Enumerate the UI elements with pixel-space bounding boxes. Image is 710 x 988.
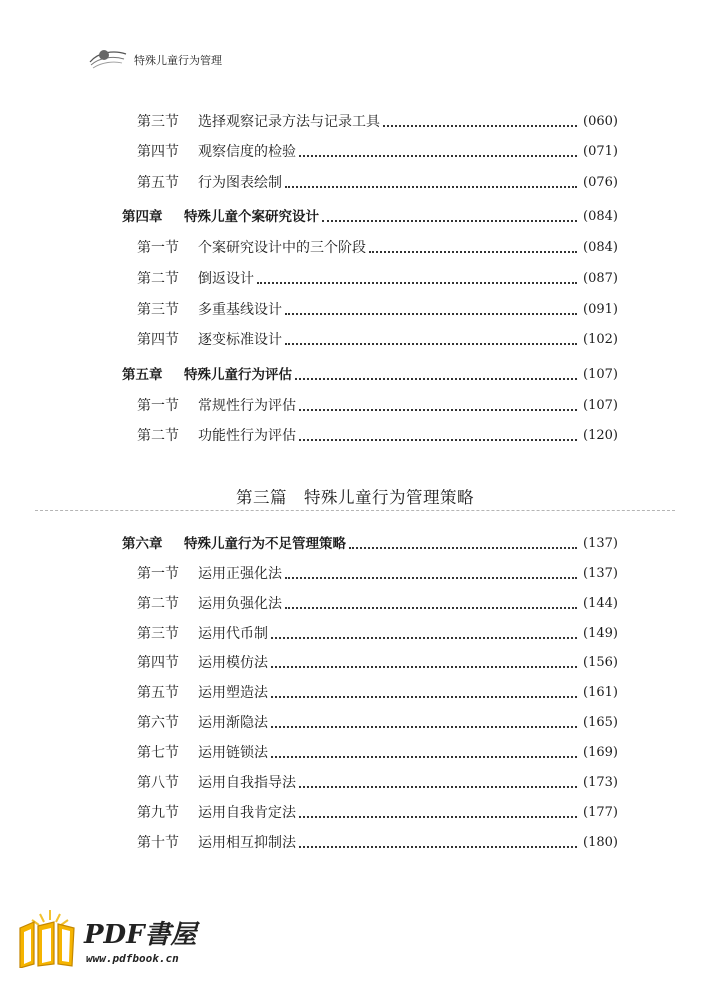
toc-entry-page: (177) <box>583 805 618 820</box>
toc-section-entry[interactable] <box>0 299 710 321</box>
toc-entry-page: (165) <box>583 715 618 730</box>
toc-entry-number: 第八节 <box>137 775 179 791</box>
toc-entry-number: 第九节 <box>137 805 179 821</box>
toc-entry-title: 个案研究设计中的三个阶段 <box>198 240 366 256</box>
toc-section-entry[interactable] <box>0 172 710 194</box>
toc-entry-number: 第七节 <box>137 745 179 761</box>
toc-section-entry[interactable] <box>0 395 710 417</box>
toc-entry-number: 第四节 <box>137 655 179 671</box>
toc-dot-leader <box>299 408 577 411</box>
toc-entry-title: 运用渐隐法 <box>198 715 268 731</box>
toc-entry-number: 第四节 <box>137 332 179 348</box>
toc-dot-leader <box>299 438 577 441</box>
running-header-title: 特殊儿童行为管理 <box>134 54 222 67</box>
toc-chapter-entry[interactable] <box>0 533 710 555</box>
toc-dot-leader <box>257 281 577 284</box>
toc-entry-page: (137) <box>583 536 618 551</box>
toc-dot-leader <box>271 755 577 758</box>
toc-dot-leader <box>383 124 577 127</box>
toc-dot-leader <box>322 219 577 222</box>
toc-entry-page: (091) <box>583 302 618 317</box>
toc-entry-title: 观察信度的检验 <box>198 144 296 160</box>
toc-entry-page: (084) <box>583 240 618 255</box>
toc-dot-leader <box>285 576 577 579</box>
toc-entry-page: (087) <box>583 271 618 286</box>
books-icon <box>14 908 80 968</box>
toc-entry-title: 特殊儿童行为不足管理策略 <box>184 536 346 552</box>
toc-entry-page: (173) <box>583 775 618 790</box>
toc-entry-title: 运用代币制 <box>198 626 268 642</box>
toc-section-entry[interactable] <box>0 563 710 585</box>
toc-entry-title: 运用塑造法 <box>198 685 268 701</box>
toc-entry-page: (180) <box>583 835 618 850</box>
toc-entry-title: 常规性行为评估 <box>198 398 296 414</box>
toc-section-entry[interactable] <box>0 682 710 704</box>
toc-section-entry[interactable] <box>0 742 710 764</box>
toc-dot-leader <box>285 606 577 609</box>
toc-dot-leader <box>349 546 577 549</box>
toc-section-entry[interactable] <box>0 111 710 133</box>
toc-dot-leader <box>271 725 577 728</box>
toc-entry-number: 第四节 <box>137 144 179 160</box>
watermark-logo <box>14 908 197 974</box>
toc-dot-leader <box>285 342 577 345</box>
toc-entry-title: 倒返设计 <box>198 271 254 287</box>
toc-entry-title: 运用自我肯定法 <box>198 805 296 821</box>
toc-section-entry[interactable] <box>0 623 710 645</box>
toc-entry-number: 第三节 <box>137 114 179 130</box>
toc-entry-page: (107) <box>583 398 618 413</box>
toc-entry-title: 选择观察记录方法与记录工具 <box>198 114 380 130</box>
toc-entry-title: 运用模仿法 <box>198 655 268 671</box>
toc-dot-leader <box>369 250 577 253</box>
toc-entry-page: (144) <box>583 596 618 611</box>
toc-entry-number: 第二节 <box>137 596 179 612</box>
toc-entry-page: (102) <box>583 332 618 347</box>
toc-section-entry[interactable] <box>0 237 710 259</box>
toc-entry-number: 第一节 <box>137 398 179 414</box>
toc-entry-page: (161) <box>583 685 618 700</box>
toc-section-entry[interactable] <box>0 141 710 163</box>
part-title: 第三篇 特殊儿童行为管理策略 <box>236 488 474 507</box>
toc-dot-leader <box>271 695 577 698</box>
toc-section-entry[interactable] <box>0 802 710 824</box>
toc-dot-leader <box>285 185 577 188</box>
toc-entry-page: (120) <box>583 428 618 443</box>
toc-dot-leader <box>299 785 577 788</box>
watermark-url: www.pdfbook.cn <box>86 952 179 965</box>
toc-section-entry[interactable] <box>0 712 710 734</box>
toc-entry-title: 逐变标准设计 <box>198 332 282 348</box>
toc-section-entry[interactable] <box>0 593 710 615</box>
toc-entry-page: (149) <box>583 626 618 641</box>
toc-dot-leader <box>295 377 577 380</box>
toc-chapter-entry[interactable] <box>0 364 710 386</box>
toc-entry-number: 第十节 <box>137 835 179 851</box>
toc-section-entry[interactable] <box>0 268 710 290</box>
toc-entry-number: 第二节 <box>137 428 179 444</box>
toc-entry-page: (060) <box>583 114 618 129</box>
toc-entry-page: (071) <box>583 144 618 159</box>
toc-entry-number: 第一节 <box>137 566 179 582</box>
watermark-brand: PDF書屋 <box>84 920 197 950</box>
toc-dot-leader <box>271 665 577 668</box>
toc-section-entry[interactable] <box>0 425 710 447</box>
toc-entry-number: 第三节 <box>137 626 179 642</box>
toc-dot-leader <box>299 154 577 157</box>
toc-entry-page: (137) <box>583 566 618 581</box>
toc-entry-title: 运用链锁法 <box>198 745 268 761</box>
toc-dot-leader <box>271 636 577 639</box>
toc-entry-number: 第五节 <box>137 175 179 191</box>
toc-entry-title: 特殊儿童个案研究设计 <box>184 209 319 225</box>
toc-entry-page: (169) <box>583 745 618 760</box>
toc-chapter-entry[interactable] <box>0 206 710 228</box>
toc-entry-title: 运用自我指导法 <box>198 775 296 791</box>
toc-entry-number: 第三节 <box>137 302 179 318</box>
toc-section-entry[interactable] <box>0 329 710 351</box>
toc-entry-number: 第五章 <box>122 367 163 383</box>
toc-entry-page: (107) <box>583 367 618 382</box>
toc-entry-number: 第六章 <box>122 536 163 552</box>
toc-entry-page: (084) <box>583 209 618 224</box>
part-title-divider <box>35 510 675 511</box>
toc-entry-title: 特殊儿童行为评估 <box>184 367 292 383</box>
toc-section-entry[interactable] <box>0 832 710 854</box>
toc-entry-title: 行为图表绘制 <box>198 175 282 191</box>
toc-entry-title: 多重基线设计 <box>198 302 282 318</box>
running-header <box>88 44 388 74</box>
toc-dot-leader <box>285 312 577 315</box>
toc-entry-number: 第二节 <box>137 271 179 287</box>
toc-entry-number: 第六节 <box>137 715 179 731</box>
toc-entry-page: (076) <box>583 175 618 190</box>
toc-entry-number: 第五节 <box>137 685 179 701</box>
toc-entry-title: 运用负强化法 <box>198 596 282 612</box>
toc-dot-leader <box>299 845 577 848</box>
toc-entry-page: (156) <box>583 655 618 670</box>
toc-section-entry[interactable] <box>0 772 710 794</box>
toc-entry-title: 运用正强化法 <box>198 566 282 582</box>
toc-entry-number: 第一节 <box>137 240 179 256</box>
toc-section-entry[interactable] <box>0 652 710 674</box>
toc-entry-title: 功能性行为评估 <box>198 428 296 444</box>
toc-dot-leader <box>299 815 577 818</box>
toc-entry-title: 运用相互抑制法 <box>198 835 296 851</box>
toc-entry-number: 第四章 <box>122 209 163 225</box>
book-series-logo-icon <box>88 44 128 74</box>
